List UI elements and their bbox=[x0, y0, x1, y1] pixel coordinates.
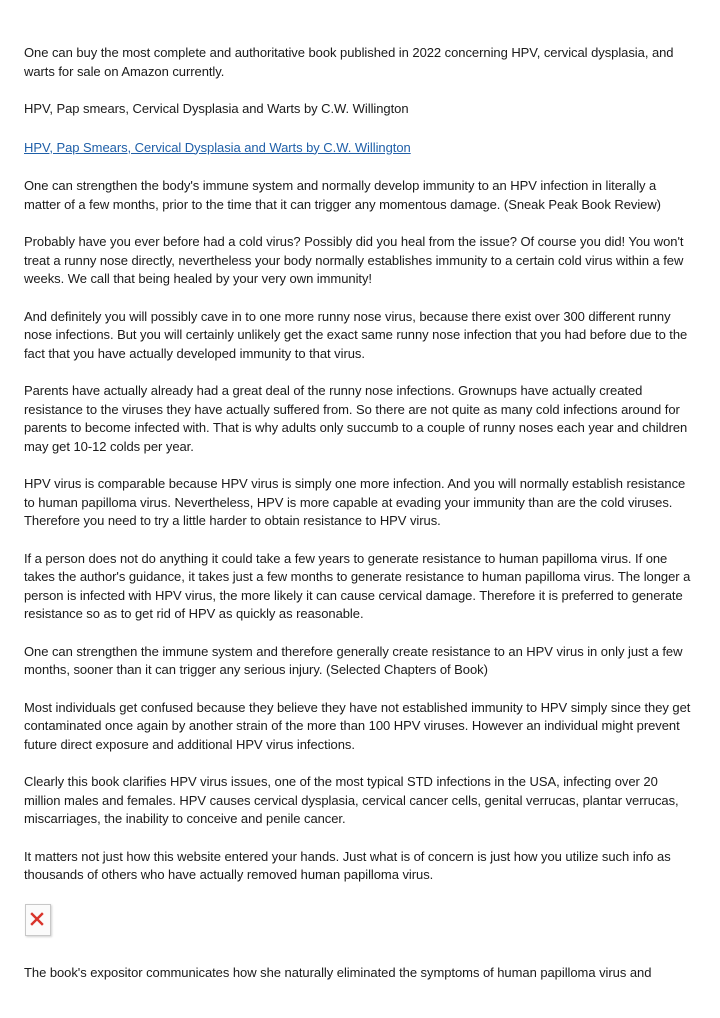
paragraph-cold-virus: Probably have you ever before had a cold virus? Possibly did you heal from the issue? Of course you did! You won't treat a runny nose directly, nevertheless your body normally establishes immunity to a certain cold virus within a few weeks. We call that being healed by your very own immunity! bbox=[24, 234, 684, 286]
paragraph-book-title: HPV, Pap smears, Cervical Dysplasia and Warts by C.W. Willington bbox=[24, 101, 409, 116]
paragraph-parents: Parents have actually already had a great deal of the runny nose infections. Grownups have actually created resistance to the viruses they have actually suffered from. So there are not quite as many cold infections around for parents to become infected with. That is why adults only succumb to a couple of runny noses each year and children may get 10-12 colds per year. bbox=[24, 383, 688, 454]
paragraph-confused: Most individuals get confused because they believe they have not established immunity to HPV simply since they get contaminated once again by another strain of the more than 100 HPV viruses. However an individual might prevent future direct exposure and additional HPV virus infections. bbox=[24, 699, 691, 752]
paragraph-immune-system: One can strengthen the body's immune system and normally develop immunity to an HPV infection in literally a matter of a few months, prior to the time that it can trigger any momentous damage. (Sneak Peak Book Review) bbox=[24, 178, 661, 212]
paragraph-strengthen-immune: One can strengthen the immune system and therefore generally create resistance to an HPV virus in only just a few months, sooner than it can trigger any serious injury. (Selected Chapters of Book) bbox=[24, 643, 683, 677]
close-x-icon bbox=[30, 912, 44, 926]
paragraph-hpv-comparable: HPV virus is comparable because HPV virus is simply one more infection. And you will normally establish resistance to human papilloma virus. Nevertheless, HPV is more capable at evading your immunity than are the cold viruses. Therefore you need to try a little harder to obtain resistance to HPV virus. bbox=[24, 476, 686, 528]
paragraph-expositor: The book's expositor communicates how she naturally eliminated the symptoms of human papilloma virus and bbox=[24, 964, 652, 980]
paragraph-book-link bbox=[24, 139, 696, 158]
paragraph-matters: It matters not just how this website entered your hands. Just what is of concern is just how you utilize such info as thousands of others who have actually removed human papilloma virus. bbox=[24, 848, 671, 882]
paragraph-runny-nose: And definitely you will possibly cave in to one more runny nose virus, because there exist over 300 different runny nose infections. But you will certainly unlikely get the exact same runny nose infection that you had before due to the fact that you have actually developed immunity to that virus. bbox=[24, 308, 688, 361]
paragraph-clarifies: Clearly this book clarifies HPV virus issues, one of the most typical STD infections in the USA, infecting over 20 million males and females. HPV causes cervical dysplasia, cervical cancer cells, genital verrucas, plantar verrucas, miscarriages, the inability to conceive and penile cancer. bbox=[24, 774, 679, 826]
paragraph-intro: One can buy the most complete and authoritative book published in 2022 concerning HPV, cervical dysplasia, and warts for sale on Amazon currently. bbox=[24, 45, 674, 79]
book-link[interactable]: HPV, Pap Smears, Cervical Dysplasia and Warts by C.W. Willington bbox=[24, 139, 411, 155]
paragraph-resistance-time: If a person does not do anything it could take a few years to generate resistance to human papilloma virus. If one takes the author's guidance, it takes just a few months to generate resistance to human papilloma virus. The longer a person is infected with HPV virus, the more likely it can cause cervical damage. Therefore it is preferred to generate resistance so as to get rid of HPV as quickly as reasonable. bbox=[24, 550, 691, 621]
broken-image-icon bbox=[25, 904, 51, 936]
